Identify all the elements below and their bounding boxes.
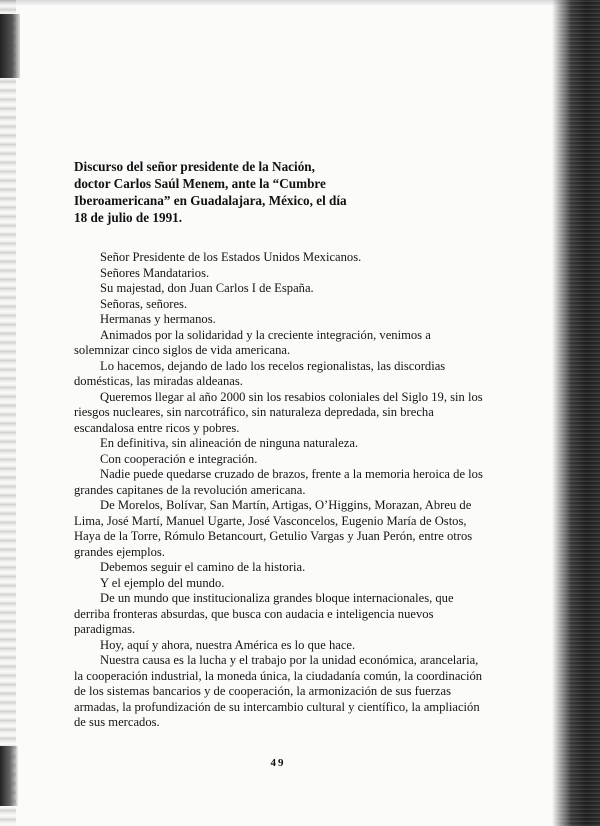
paragraph: En definitiva, sin alineación de ninguna naturaleza. (100, 436, 359, 450)
paragraph: Nuestra causa es la lucha y el trabajo por la unidad económica, arancelaria, la cooperación industrial, la moneda única, la ciudadanía común, la coordinación de los sistemas bancarios y de cooperación, la armonización de sus fuerzas armadas, la profundización de su intercambio cultural y científico, la ampliación de sus mercados. (74, 653, 483, 729)
paragraph: Y el ejemplo del mundo. (100, 575, 225, 590)
paragraph: De un mundo que institucionaliza grandes bloque internacionales, que derriba fronteras absurdas, que busca con audacia e inteligencia nuevos paradigmas. (74, 591, 454, 636)
paragraph: Lo hacemos, dejando de lado los recelos regionalistas, las discordias domésticas, las miradas aldeanas. (74, 358, 446, 388)
scan-right-shadow (552, 0, 600, 826)
paragraph: Hoy, aquí y ahora, nuestra América es lo que hace. (100, 637, 356, 652)
scan-left-edge-mark-top (0, 14, 20, 78)
paragraph: Señor Presidente de los Estados Unidos Mexicanos. (100, 250, 362, 264)
scan-left-edge-mark-bottom (0, 746, 18, 806)
paragraph: Con cooperación e integración. (100, 451, 258, 466)
paragraph: Señoras, señores. (100, 296, 188, 311)
paragraph: Hermanas y hermanos. (100, 312, 216, 326)
scan-left-edge (0, 0, 16, 826)
page-number: 49 (270, 757, 286, 769)
paragraph: Queremos llegar al año 2000 sin los resabios coloniales del Siglo 19, sin los riesgos nucleares, sin narcotráfico, sin naturaleza depredada, sin brecha escandalosa entre ricos y pobres. (74, 389, 483, 435)
paragraph: Señores Mandatarios. (100, 265, 210, 280)
paragraph: Nadie puede quedarse cruzado de brazos, frente a la memoria heroica de los grandes capitanes de la revolución americana. (74, 467, 483, 497)
paragraph: Animados por la solidaridad y la creciente integración, venimos a solemnizar cinco siglos de vida americana. (74, 327, 431, 357)
paragraph: Debemos seguir el camino de la historia. (100, 560, 306, 574)
speech-heading: Discurso del señor presidente de la Nación, doctor Carlos Saúl Menem, ante la “Cumbre Iberoamericana” en Guadalajara, México, el día 18 de julio de 1991. (74, 159, 347, 225)
speech-body (74, 250, 486, 731)
paragraph: De Morelos, Bolívar, San Martín, Artigas, O’Higgins, Morazan, Abreu de Lima, José Martí, Manuel Ugarte, José Vasconcelos, Eugenio María de Ostos, Haya de la Torre, Rómulo Betancourt, Getulio Vargas y Juan Perón, entre otros grandes ejemplos. (74, 498, 473, 559)
paragraph: Su majestad, don Juan Carlos I de España. (100, 281, 314, 295)
scan-top-border (0, 0, 600, 6)
